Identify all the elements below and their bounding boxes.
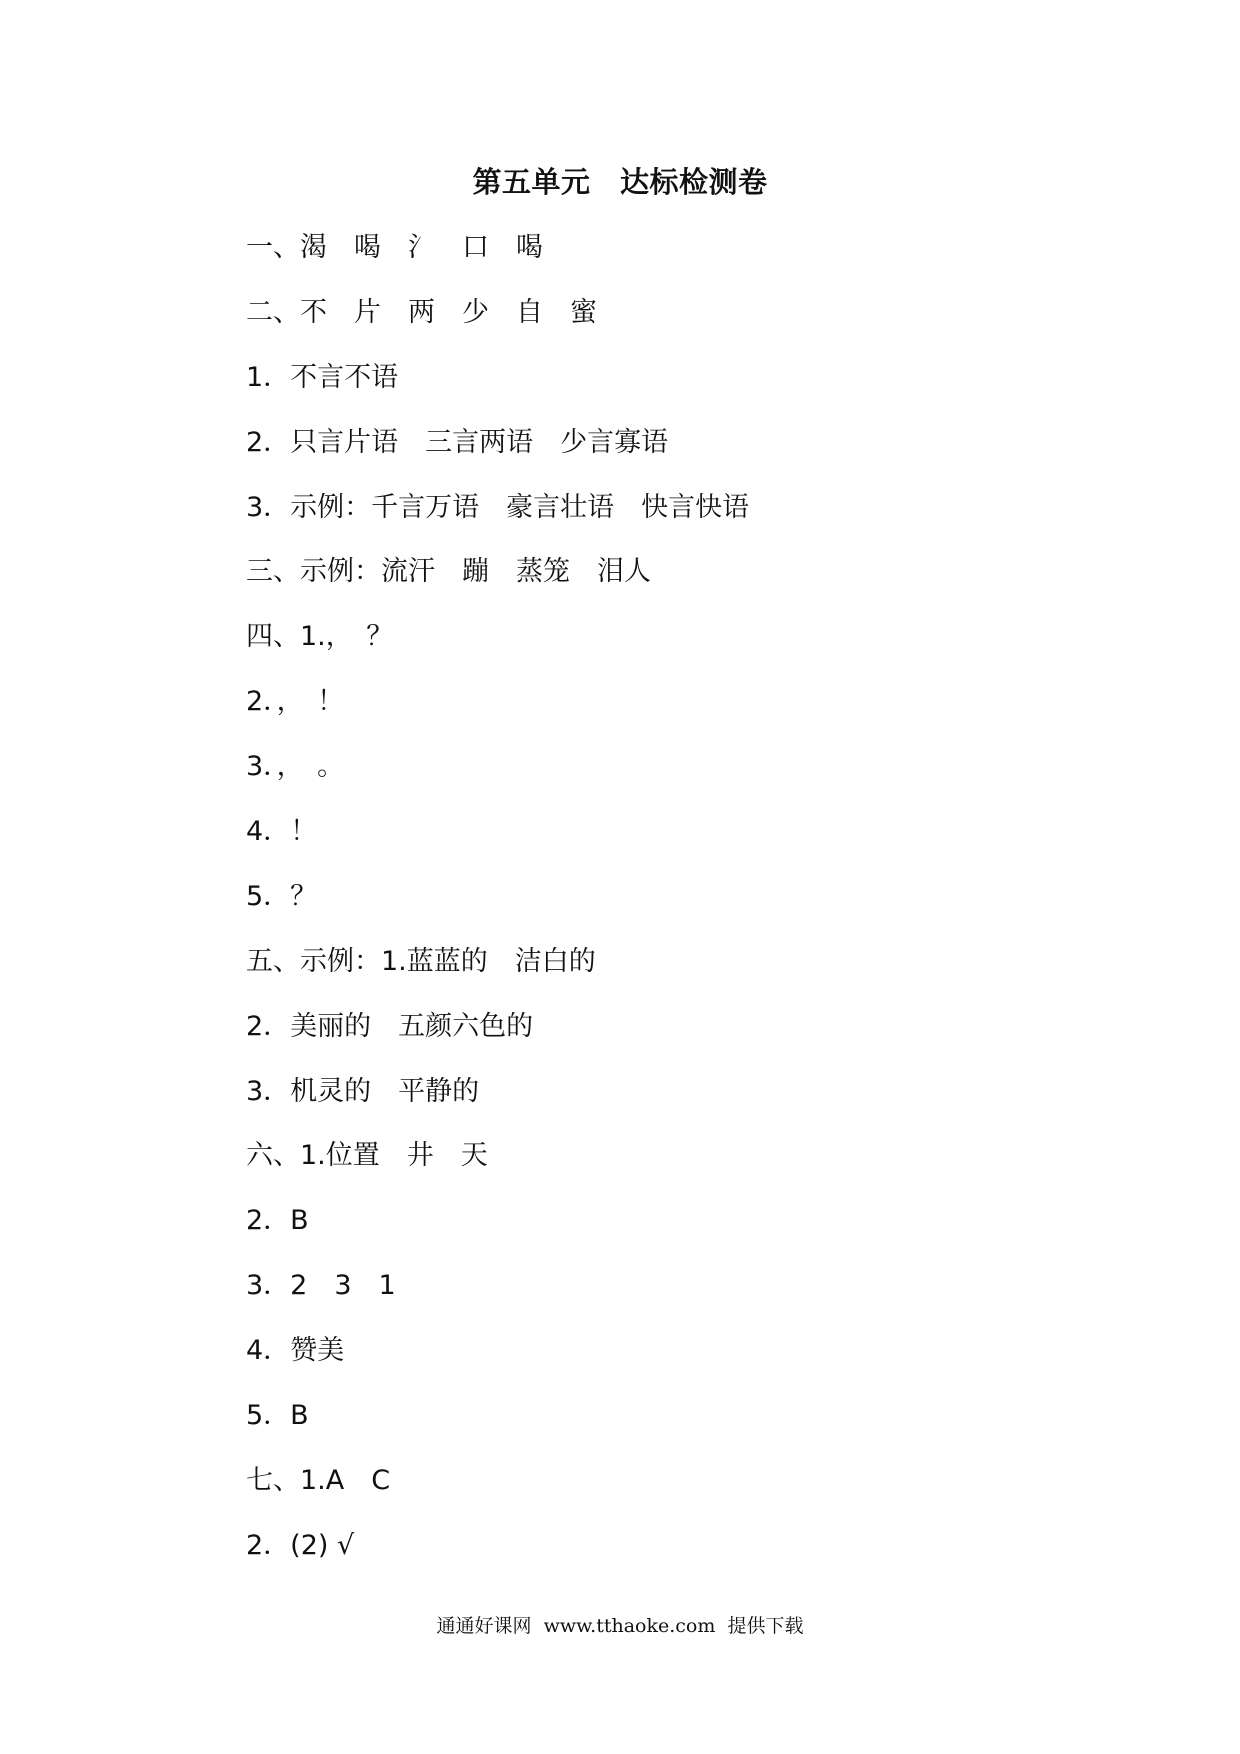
page-title: 第五单元 达标检测卷 bbox=[472, 165, 768, 199]
answer-line: 一、渴 喝 氵 口 喝 bbox=[246, 232, 543, 263]
answer-line: 2．美丽的 五颜六色的 bbox=[246, 1010, 534, 1042]
answer-line: 1．不言不语 bbox=[246, 361, 399, 393]
answer-line: 三、示例：流汗 蹦 蒸笼 泪人 bbox=[246, 556, 651, 588]
answer-line: 3．示例：千言万语 豪言壮语 快言快语 bbox=[246, 491, 750, 523]
answer-line: 4．赞美 bbox=[246, 1335, 345, 1367]
answer-line: 3．机灵的 平静的 bbox=[246, 1075, 480, 1107]
answer-list bbox=[246, 228, 749, 1591]
answer-line: 七、1.A C bbox=[246, 1464, 391, 1496]
answer-line: 二、不 片 两 少 自 蜜 bbox=[246, 296, 597, 328]
answer-line: 2．， ！ bbox=[246, 686, 345, 718]
answer-line: 2．只言片语 三言两语 少言寡语 bbox=[246, 426, 669, 458]
answer-line: 2．B bbox=[246, 1205, 309, 1237]
answer-line: 5．？ bbox=[246, 880, 318, 912]
answer-line: 3．， 。 bbox=[246, 751, 345, 783]
answer-line: 五、示例：1.蓝蓝的 洁白的 bbox=[246, 945, 596, 977]
answer-line: 六、1.位置 井 天 bbox=[246, 1140, 488, 1172]
answer-line: 2．(2) √ bbox=[246, 1529, 355, 1561]
answer-line: 4．！ bbox=[246, 816, 318, 848]
answer-line: 四、1.， ？ bbox=[246, 621, 394, 653]
footer-source: 通通好课网 www.tthaoke.com 提供下载 bbox=[436, 1615, 804, 1637]
answer-line: 3．2 3 1 bbox=[246, 1270, 396, 1302]
answer-line: 5．B bbox=[246, 1400, 309, 1432]
